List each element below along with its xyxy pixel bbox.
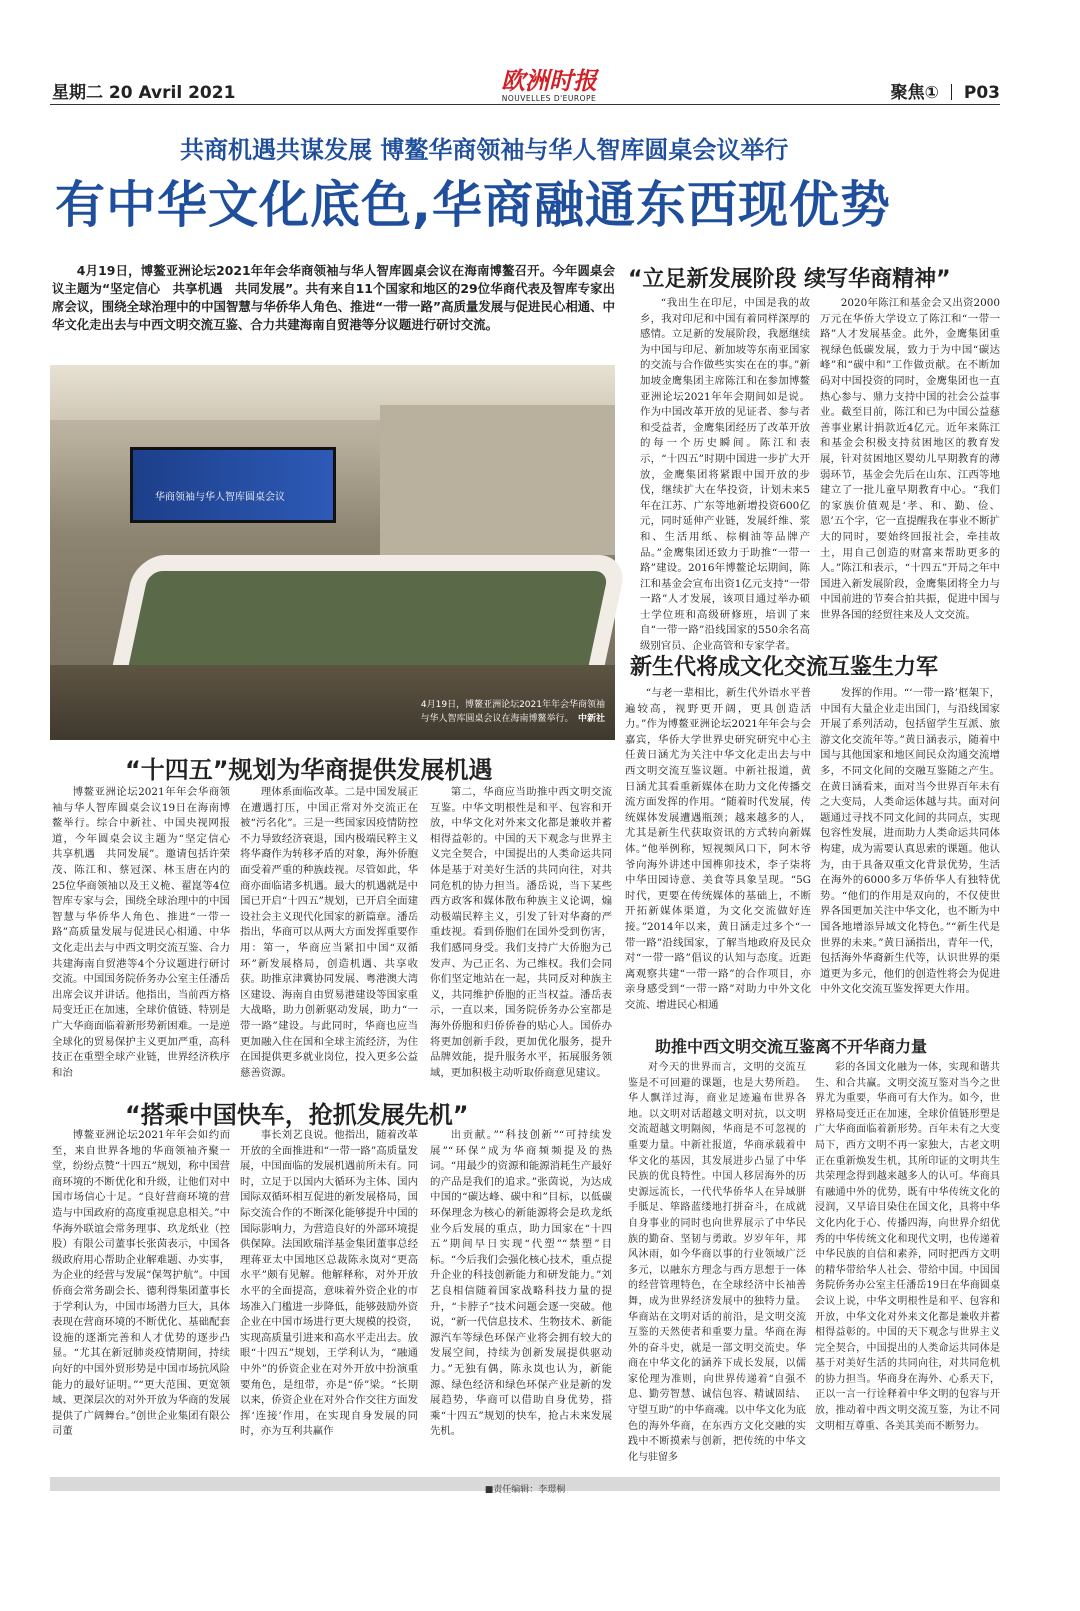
masthead-date: 星期二 20 Avril 2021 [52,83,236,103]
photo-caption [420,698,605,726]
section-title-plan: “十四五”规划为华商提供发展机遇 [125,756,493,784]
photo-credit: 中新社 [577,714,605,724]
section-title-express: “搭乘中国快车，抢抓发展先机” [125,1101,469,1129]
section-title-newgen: 新生代将成文化交流互鉴生力军 [630,655,939,680]
logo-cn: 欧洲时报 [501,66,597,95]
masthead-rule [50,104,1000,105]
photo-screen [130,447,336,523]
photo-wall-right [380,405,615,555]
logo-fr: NOUVELLES D'EUROPE [501,94,597,103]
headline-kicker: 共商机遇共谋发展 博鳌华商领袖与华人智库圆桌会议举行 [180,136,789,164]
spirit-col-1: “我出生在印尼，中国是我的故乡，我对印尼和中国有着同样深厚的感情。立足新的发展阶段，我愿继续为中国与印尼、新加坡等东南亚国家的交流与合作做些实实在在的事。”新加坡金鹰集团主席陈江和在参加博鳌亚洲论坛2021年年会期间如是说。作为中国改革开放的见证者、参与者和受益者，金鹰集团经历了改革开放的每一个历史瞬间。陈江和表示，“十四五”时期中国进一步扩大开放，金鹰集团将紧跟中国开放的步伐，继续扩大在华投资，计划未来5年在江苏、广东等地新增投资600亿元，同时延伸产业链，发展纤维、浆和、生活用纸、棕榈油等品牌产品。”金鹰集团还致力于助推“一带一路”建设。2016年博鳌论坛期间，陈江和基金会宣布出资1亿元支持“一带一路”人才发展，该项目通过举办硕士学位班和高级研修班，培训了来自“一带一路”沿线国家的550余名高级别官员、企业高管和专家学者。 [640,297,810,653]
express-col-1: 博鳌亚洲论坛2021年年会如约而至，来自世界各地的华商领袖齐聚一堂，纷纷点赞“十四五”规划，称中国营商环境的不断优化和升级，让他们对中国市场信心十足。“良好营商环境的营造与中国政府的高度重视息息相关。”中华海外联谊会常务理事、玖龙纸业（控股）有限公司董事长张茵表示，中国各级政府用心帮助企业解难题、办实事，为企业的经营与发展“保驾护航”。中国侨商会常务副会长、德利得集团董事长于学利认为，中国市场潜力巨大，具体表现在营商环境的不断优化、基础配套设施的逐渐完善和人才优势的逐步凸显。“尤其在新冠肺炎疫情期间，持续向好的中国外贸形势是中国市场抗风险能力的最好证明。”“更大范围、更宽领域、更深层次的对外开放为华商的发展提供了广阔舞台。”创世企业集团有限公司董 [52,1129,230,1438]
civilization-col-2: 彩的各国文化融为一体，实现和谐共生、和合共赢。文明交流互鉴对当今之世界尤为重要，华商可有大作为。如今，世界格局变迁正在加速，全球价值链形塑是广大华商面临着新形势。百年未有之大变局下，西方文明不再一家独大，古老文明正在重新焕发生机，其所印证的文明共生共荣理念得到越来越多人的认可。华商具有融通中外的优势，既有中华传统文化的浸润，又早谙目染住在国文化，具将中华文化内化于心、传播四海，向世界介绍优秀的中华传统文化和现代文明，也传递着中华民族的自信和素养，同时把西方文明的精华带给华人社会、带给中国。中国国务院侨务办公室主任潘岳19日在华商圆桌会议上说，中华文明根性是和平、包容和开放，中华文化对外来文化都是兼收并蓄相得益彰的。中国的天下观念与世界主义完全契合，中国提出的人类命运共同体是基于对美好生活的共同向往，对共同危机的协力担当。华商身在海外、心系天下，正以一言一行诠释着中华文明的包容与开放，推动着中西文明交流互鉴，为让不同文明相互尊重、各美其美而不断努力。 [815,1062,1000,1432]
masthead-logo [474,68,624,103]
newgen-col-2: 发挥的作用。“‘一带一路’框架下，中国有大量企业走出国门，与沿线国家开展了系列活动，包括留学生互派、旅游文化交流年等。”黄日涵表示，随着中国与其他国家和地区间民众沟通交流增多，不同文化间的交融互鉴随之产生。在黄日涵看来，面对当今世界百年未有之大变局，人类命运体越与共。面对问题通过寻找不同文化间的共同点，实现包容性发展，进而助力人类命运共同体构建，成为需要认真思索的课题。他认为，由于具备双重文化背景优势，生活在海外的6000多万华侨华人有独特优势。“他们的作用是双向的，不仅使世界各国更加关注中华文化，也不断为中国各地增添异域文化特色。”“新生代是世界的未来。”黄日涵指出，青年一代，包括海外华裔新生代等，认识世界的渠道更为多元，他们的创造性将会为促进中外文化交流互鉴发挥更大作用。 [820,687,1000,996]
footer-editor: ■责任编辑：李璟桐 [484,1485,566,1495]
headline-title: 有中华文化底色,华商融通东西现优势 [55,176,891,234]
newgen-col-1: “与老一辈相比，新生代外语水平普遍较高，视野更开阔，更具创造活力。”作为博鳌亚洲论坛2021年年会与会嘉宾，华侨大学世界史研究研究中心主任黄日涵尤为关注中华文化走出去与中西文明交流互鉴议题。中新社报道，黄日涵尤其看重新媒体在助力文化传播交流方面发挥的作用。“随着时代发展，传统媒体发展遭遇瓶颈；越来越多的人，尤其是新生代获取资讯的方式转向新媒体。”他举例称，短视频风口下，阿木爷爷向海外讲述中国榫卯技术，李子柒将中华田园诗意、美食等具象呈现。“5G时代，更要在传统媒体的基础上，不断开拓新媒体渠道，为文化交流做好连接。”2014年以来，黄日涵走过多个“一带一路”沿线国家，了解当地政府及民众对“一带一路”倡议的认知与态度。近距离观察共建“一带一路”的合作项目，亦亲身感受到“一带一路”对助力中外文化交流、增进民心相通 [625,687,811,1011]
lead-text: 4月19日，博鳌亚洲论坛2021年年会华商领袖与华人智库圆桌会议在海南博鳌召开。今年圆桌会议主题为“坚定信心 共享机遇 共同发展”。共有来自11个国家和地区的29位华商代表及智库专家出席会议，围绕全球治理中的中国智慧与华侨华人角色、推进“一带一路”高质量发展与促进民心相通、中华文化走出去与中西文明交流互鉴、合力共建海南自贸港等分议题进行研讨交流。 [52,263,615,332]
photo-banner-text: 华商领袖与华人智库圆桌会议 [155,492,285,503]
section-title-spirit: “立足新发展阶段 续写华商精神” [628,267,951,292]
masthead-divider [951,84,952,100]
section-label: 聚焦① [890,83,940,103]
conference-photo [50,365,615,740]
masthead-section [891,78,1000,103]
spirit-col-2: 2020年陈江和基金会又出资2000万元在华侨大学设立了陈江和“一带一路”人才发展基金。此外，金鹰集团重视绿色低碳发展，致力于为中国“碳达峰”和“碳中和”工作做贡献。在不断加码对中国投资的同时，金鹰集团也一直热心参与、鼎力支持中国的社会公益事业。截至目前，陈江和已为中国公益慈善事业累计捐款近4亿元。近年来陈江和基金会积极支持贫困地区的教育发展，针对贫困地区婴幼儿早期教育的薄弱环节，基金会先后在山东、江西等地建立了一批儿童早期教育中心。“我们的家族价值观是‘孝、和、勤、俭、恩’五个字，它一直提醒我在事业不断扩大的同时，要始终回报社会，牵挂故土，用自己创造的财富来帮助更多的人。”陈江和表示，“十四五”开局之年中国进入新发展阶段，金鹰集团将全力与中国前进的节奏合拍共振，促进中国与世界各国的经贸往来及人文交流。 [820,297,1000,621]
express-col-3: 出贡献。”“科技创新”“可持续发展”“环保”成为华商频频提及的热词。“用最少的资源和能源消耗生产最好的产品是我们的追求。”张茵说，为达成中国的“碳达峰、碳中和”目标，以低碳环保理念为核心的新能源将会是玖龙纸业今后发展的重点，助力国家在“十四五”期间早日实现“代塑”“禁塑”目标。“今后我们会强化核心技术，重点提升企业的科技创新能力和研发能力。”刘艺良相信随着国家战略科技力量的提升，“卡脖子”技术问题会逐一突破。他说，“新一代信息技术、生物技术、新能源汽车等绿色环保产业将会拥有较大的发展空间，持续为创新发展提供驱动力。”无独有偶，陈永岚也认为，新能源、绿色经济和绿色环保产业是新的发展趋势，华商可以借助自身优势，搭乘“十四五”规划的快车，抢占未来发展先机。 [430,1129,612,1438]
civilization-col-1: 对今天的世界而言，文明的交流互鉴是不可回避的课题，也是大势所趋。华人飘洋过海，商业足迹遍布世界各地。以文明对话超越文明对抗，以文明交流超越文明隔阂，华商是不可忽视的重要力量。中新社报道，华商承载着中华文化的基因，其发展进步凸显了中华民族的优良特性。中国人移居海外的历史源远流长，一代代华侨华人在异域胼手胝足、筚路蓝缕地打拼奋斗，在成就自身事业的同时也向世界展示了中华民族的勤奋、坚韧与勇敢。岁岁年年，邦风沐雨，如今华商以事的行业领域广泛多元，以融东方理念与西方思想于一体的经营管理特色，在全球经济中长袖善舞，成为世界经济发展中的独特力量。华商站在文明对话的前沿，是文明交流互鉴的天然使者和重要力量。华商在海外的奋斗史，就是一部文明交流史。华商在中华文化的涵养下成长发展，以儒家伦理为准则，向世界传递着“自强不息、勤劳智慧、诚信包容、精诚固结、守望互助”的中华商魂。以中华文化为底色的海外华商，在东西方文化交融的实践中不断摸索与创新，把传统的中华文化与驻留多 [628,1062,806,1463]
plan-col-1: 博鳌亚洲论坛2021年年会华商领袖与华人智库圆桌会议19日在海南博鳌举行。综合中新社、中国央视网报道，今年圆桌会议主题为“坚定信心 共享机遇 共同发展”。邀请包括许荣茂、陈江和、蔡冠深、林玉唐在内的25位华商领袖以及王义桅、翟崑等4位智库专家与会，围绕全球治理中的中国智慧与华侨华人角色、推进“一带一路”高质量发展与促进民心相通、中华文化走出去与中西文明交流互鉴、合力共建海南自贸港等4个分议题进行研讨交流。中国国务院侨务办公室主任潘岳出席会议并讲话。他指出，当前西方格局变迁正在加速，全球价值链、特别是广大华商面临着新形势新困难。一是逆全球化的贸易保护主义更加严重，高科技正在重塑全球产业链，世界经济秩序和治 [52,786,241,1079]
section-title-civilization: 助推中西文明交流互鉴离不开华商力量 [655,1037,928,1056]
caption-line2: 与华人智库圆桌会议在海南博鳌举行。 中新社 [420,714,605,724]
page-number: P03 [963,83,1000,103]
caption-line1: 4月19日，博鳌亚洲论坛2021年年会华商领袖 [420,700,605,710]
plan-col-3: 第二，华商应当助推中西文明交流互鉴。中华文明根性是和平、包容和开放，中华文化对外来文化都是兼收并蓄相得益彰的。中国的天下观念与世界主义完全契合，中国提出的人类命运共同体是基于对美好生活的共同向往，对共同危机的协力担当。潘岳说，当下某些西方政客和媒体散布种族主义论调，煽动极端民粹主义，引发了针对华裔的严重歧视。看到侨胞们在国外受到伤害，我们感同身受。我们支持广大侨胞为己发声、为己正名、为己维权。我们会同你们坚定地站在一起，共同反对种族主义，共同维护侨胞的正当权益。潘岳表示，一直以来，国务院侨务办公室都是海外侨胞和归侨侨眷的贴心人。国侨办将更加创新手段，更加优化服务，提升品牌效能，提升服务水平，拓展服务领域，更加积极主动听取侨商意见建议。 [430,786,612,1079]
footer-bar [50,1477,1000,1495]
plan-col-2: 理体系面临改革。二是中国发展正在遭遇打压，中国正常对外交流正在被“污名化”。三是一些国家因疫情防控不力导致经济衰退，国内极端民粹主义将华裔作为转移矛盾的对象，海外侨胞面受着严重的种族歧视。尽管如此，华商亦面临诸多机遇。最大的机遇就是中国已开启“十四五”规划，已开启全面建设社会主义现代化国家的新篇章。潘岳指出，华商可以从两大方面发挥重要作用：第一，华商应当紧扣中国“双循环”新发展格局，创造机遇、共享收获。助推京津冀协同发展、粤港澳大湾区建设、海南自由贸易港建设等国家重大战略，助力创新驱动发展，助力“一带一路”建设。与此同时，华商也应当更加融入住在国和全球主流经济，为住在国提供更多就业岗位，投入更多公益慈善资源。 [240,786,418,1079]
express-col-2: 事长刘艺良说。他指出，随着改革开放的全面推进和“一带一路”高质量发展，中国面临的发展机遇前所未有。同时，立足于以国内大循环为主体、国内国际双循环相互促进的新发展格局，国际交流合作的不断深化能够提升中国的国际影响力，为营造良好的外部环境提供保障。法国欧瑞洋基金集团董事总经理蒋亚太中国地区总裁陈永岚对“更高水平”颇有见解。他解释称，对外开放水平的全面提高，意味着外资企业的市场准入门槛进一步降低，能够鼓励外资企业在中国市场进行更大规模的投资，实现高质量引进来和高水平走出去。放眼“十四五”规划，王学利认为，“融通中外”的侨资企业在对外开放中扮演重要角色，是纽带，亦是“侨”梁。“长期以来，侨资企业在对外合作交往方面发挥‘连接’作用，在实现自身发展的同时，亦为互利共赢作 [240,1129,418,1438]
